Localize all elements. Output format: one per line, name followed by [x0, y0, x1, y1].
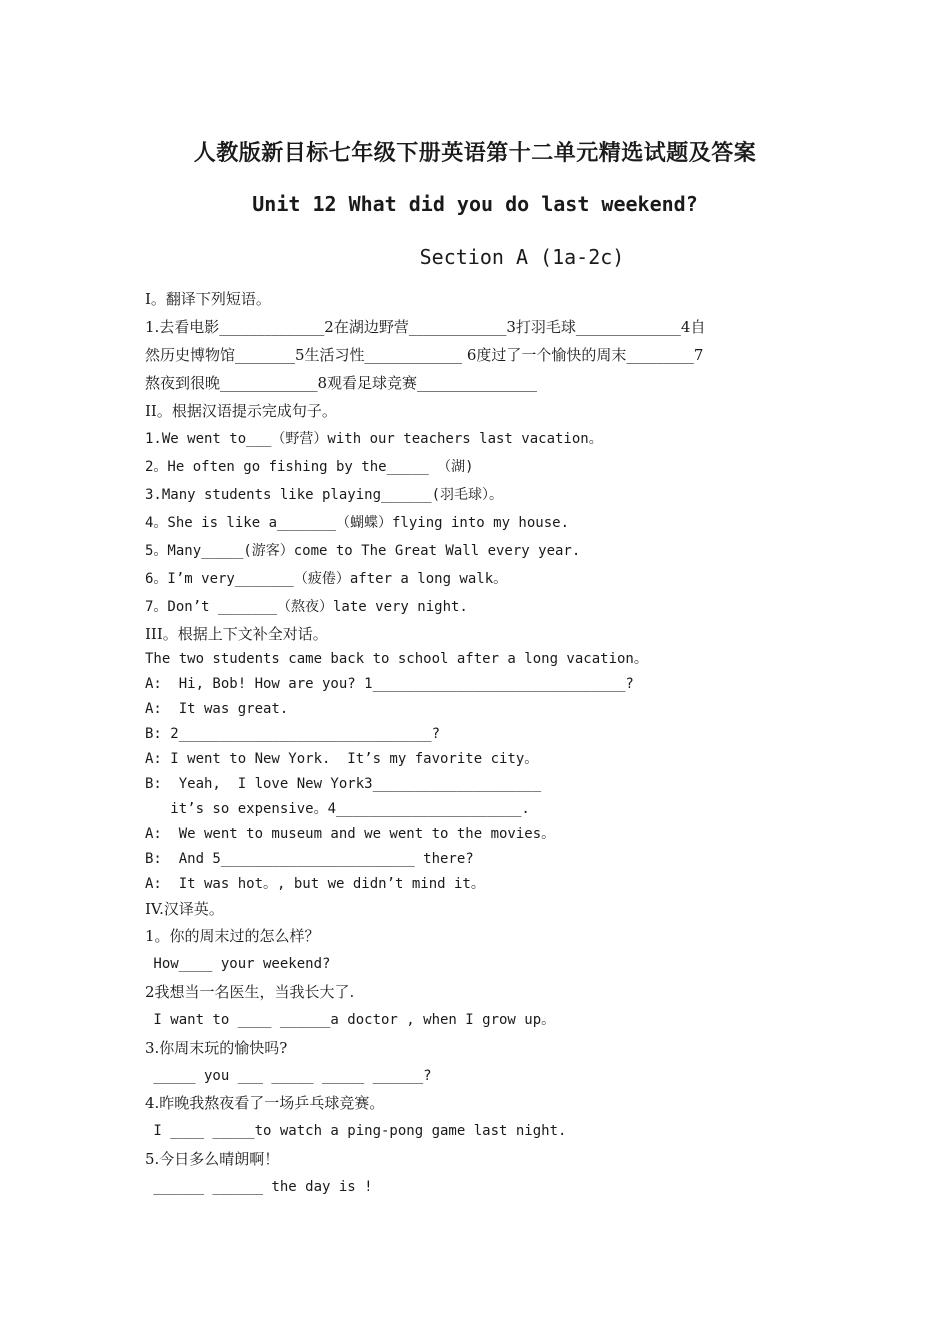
document-title: 人教版新目标七年级下册英语第十二单元精选试题及答案 [193, 140, 757, 166]
section3-line: A: I went to New York. It’s my favorite city。 [145, 751, 539, 767]
section3-line: B: 2______________________________? [145, 726, 441, 742]
section4-line: ______ ______ the day is ! [145, 1179, 373, 1195]
section-title: Section A (1a-2c) [419, 245, 625, 269]
section2-line: 6。I’m very_______（疲倦）after a long walk。 [145, 571, 508, 587]
section4-line: 4.昨晚我熬夜看了一场乒乓球竞赛。 [145, 1094, 385, 1112]
section2-line: 2。He often go fishing by the_____ （湖) [145, 459, 474, 475]
section4-line: 2我想当一名医生，当我长大了. [145, 983, 355, 1001]
section2-line: 5。Many_____(游客）come to The Great Wall every year. [145, 543, 581, 559]
section2-line: 1.We went to___（野营）with our teachers last vacation。 [145, 431, 603, 447]
section2-line: 4。She is like a_______（蝴蝶）flying into my house. [145, 515, 570, 531]
section4-line: 5.今日多么晴朗啊！ [145, 1150, 280, 1168]
section2-line: 3.Many students like playing______(羽毛球）。 [145, 487, 504, 503]
section3-line: A: It was hot。, but we didn’t mind it。 [145, 876, 485, 892]
section3-line: A: It was great. [145, 701, 289, 717]
section1-line: 1.去看电影______________2在湖边野营_____________3打羽毛球______________4自 [145, 318, 706, 336]
section4-line: I want to ____ ______a doctor , when I grow up。 [145, 1012, 556, 1028]
section4-line: 1。你的周末过的怎么样？ [145, 927, 320, 945]
section4-line: _____ you ___ _____ _____ ______? [145, 1068, 432, 1084]
section3-line: A: Hi, Bob! How are you? 1______________________________? [145, 676, 634, 692]
section3-line: B: And 5_______________________ there? [145, 851, 474, 867]
section4-line: 3.你周末玩的愉快吗? [145, 1039, 288, 1057]
section3-line: it’s so expensive。4______________________. [145, 801, 530, 817]
section1-line: 然历史博物馆________5生活习性_____________ 6度过了一个愉快的周末_________7 [145, 346, 704, 364]
section4-line: I ____ _____to watch a ping-pong game last night. [145, 1123, 567, 1139]
section4-heading: IV.汉译英。 [145, 900, 224, 918]
section1-heading: I。翻译下列短语。 [145, 290, 271, 308]
section3-line: B: Yeah, I love New York3____________________ [145, 776, 542, 792]
section3-line: A: We went to museum and we went to the movies。 [145, 826, 556, 842]
section2-line: 7。Don’t _______（熬夜）late very night. [145, 599, 468, 615]
section4-line: How____ your weekend? [145, 956, 331, 972]
section3-line: The two students came back to school after a long vacation。 [145, 651, 648, 667]
section1-line: 熬夜到很晚_____________8观看足球竞赛________________ [145, 374, 538, 392]
section2-heading: II。根据汉语提示完成句子。 [145, 402, 337, 420]
section3-heading: III。根据上下文补全对话。 [145, 625, 328, 643]
unit-title: Unit 12 What did you do last weekend? [252, 192, 698, 216]
